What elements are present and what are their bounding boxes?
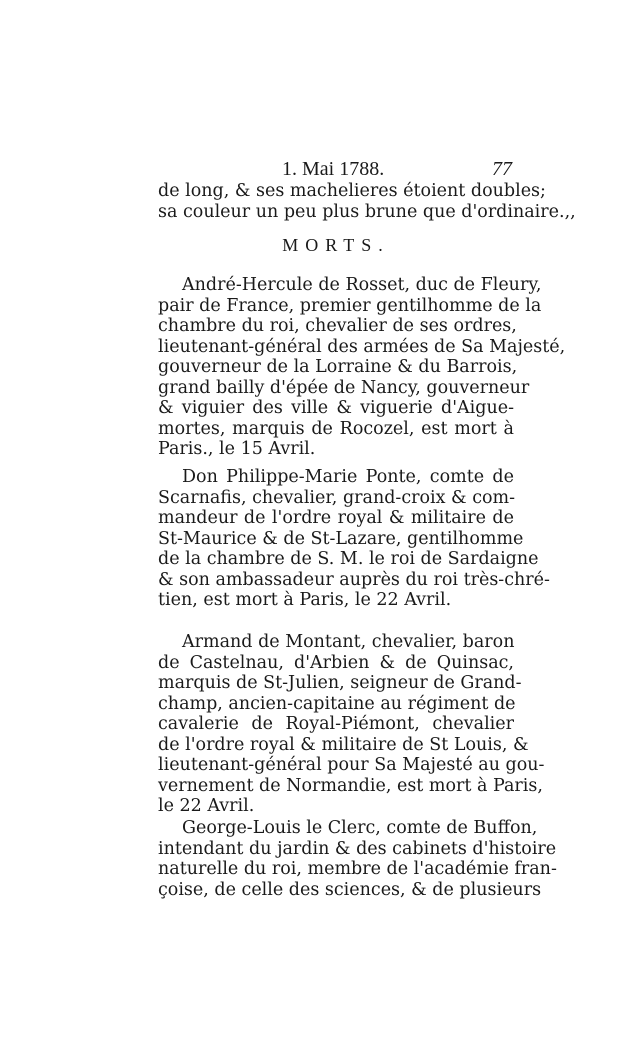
text-line: gouverneur de la Lorraine & du Barrois,	[158, 357, 518, 377]
text-line: çoise, de celle des sciences, & de plusieurs	[158, 879, 542, 900]
text-line: lieutenant-général pour Sa Majesté au gou-	[158, 755, 545, 775]
text-line: pair de France, premier gentilhomme de la	[158, 295, 542, 316]
text-line: Armand de Montant, chevalier, baron	[182, 632, 515, 652]
text-line: Scarnafis, chevalier, grand-croix & com-	[158, 487, 516, 508]
text-line: André-Hercule de Rosset, duc de Fleury,	[182, 275, 542, 295]
text-line: de la chambre de S. M. le roi de Sardaigne	[158, 549, 539, 569]
text-line: naturelle du roi, membre de l'académie fran-	[158, 859, 557, 879]
text-line: George-Louis le Clerc, comte de Buffon,	[182, 818, 538, 838]
text-line: sa couleur un peu plus brune que d'ordinaire.,,	[158, 201, 576, 222]
text-line: mandeur de l'ordre royal & militaire de	[158, 508, 514, 528]
text-line: mortes, marquis de Rocozel, est mort à	[158, 418, 514, 439]
text-line: tien, est mort à Paris, le 22 Avril.	[158, 590, 452, 610]
text-line: & viguier des ville & viguerie d'Aigue-	[158, 398, 514, 418]
text-line: champ, ancien-capitaine au régiment de	[158, 693, 516, 714]
text-line: de l'ordre royal & militaire de St Louis, &	[158, 734, 529, 755]
text-line: grand bailly d'épée de Nancy, gouverneur	[158, 377, 530, 398]
text-line: & son ambassadeur auprès du roi très-chré-	[158, 569, 550, 590]
text-line: de Castelnau, d'Arbien & de Quinsac,	[158, 652, 514, 673]
section-heading: MORTS.	[282, 235, 390, 255]
text-line: St-Maurice & de St-Lazare, gentilhomme	[158, 528, 524, 549]
continuation-paragraph	[158, 181, 576, 222]
text-line: vernement de Normandie, est mort à Paris,	[158, 775, 543, 796]
text-line: lieutenant-général des armées de Sa Majesté,	[158, 336, 566, 357]
running-head	[160, 158, 512, 182]
text-line: de long, & ses machelieres étoient doubles;	[158, 181, 546, 201]
text-line: marquis de St-Julien, seigneur de Grand-	[158, 673, 522, 693]
page-number: 77	[492, 158, 512, 180]
obituary-entry-montant	[158, 632, 545, 817]
obituary-entry-fleury	[158, 275, 566, 460]
text-line: Don Philippe-Marie Ponte, comte de	[182, 467, 514, 487]
obituary-entry-buffon	[158, 818, 557, 900]
text-line: Paris., le 15 Avril.	[158, 439, 316, 459]
text-line: intendant du jardin & des cabinets d'histoire	[158, 838, 557, 859]
text-line: le 22 Avril.	[158, 796, 255, 816]
text-line: chambre du roi, chevalier de ses ordres,	[158, 316, 517, 336]
running-head-date: 1. Mai 1788.	[282, 158, 385, 180]
text-line: cavalerie de Royal-Piémont, chevalier	[158, 714, 514, 734]
obituary-entry-ponte	[158, 467, 550, 611]
